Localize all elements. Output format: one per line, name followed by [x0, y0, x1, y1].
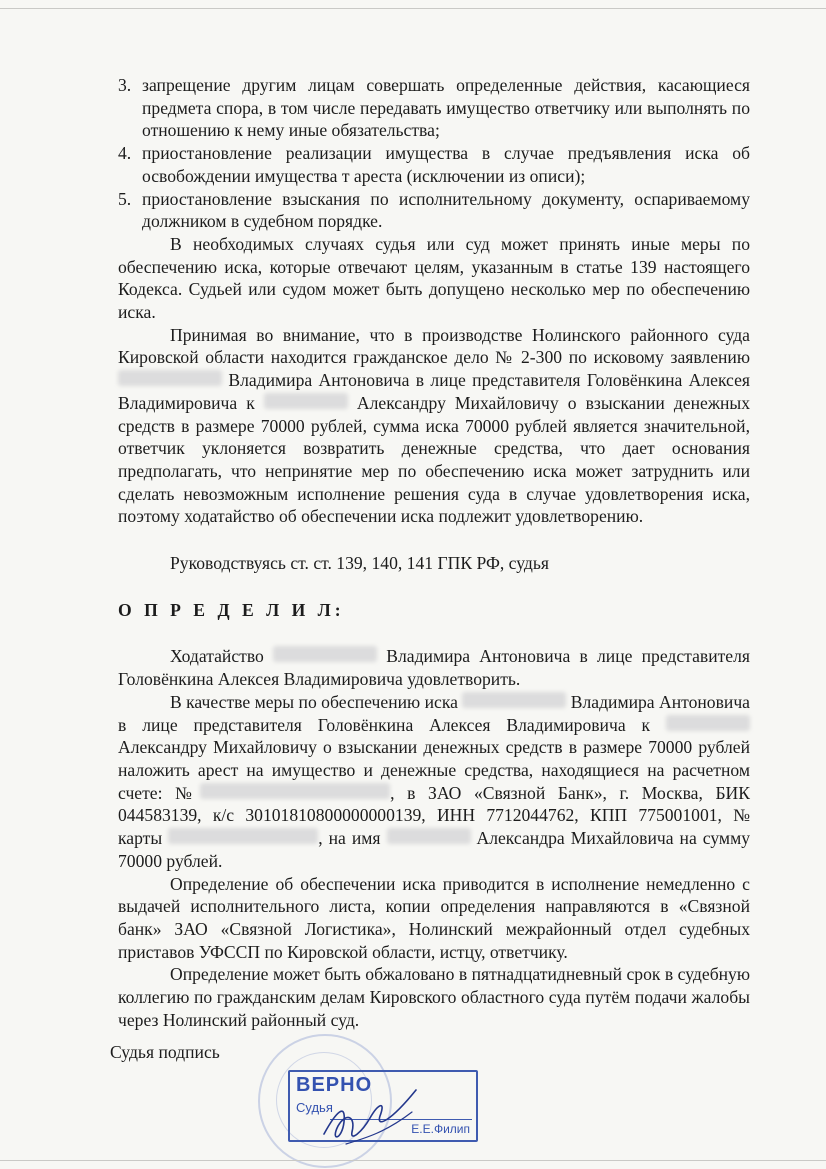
spacer — [118, 575, 750, 599]
scan-edge-bottom — [0, 1160, 826, 1161]
stamp-judge-name: Е.Е.Филип — [411, 1122, 470, 1136]
decision-title: О П Р Е Д Е Л И Л: — [118, 599, 345, 620]
paragraph-execution: Определение об обеспечении иска приводится в исполнение немедленно с выдачей исполнительного листа, копии определения направляются в «Связной банк» ЗАО «Связной Логистика», Нолинский межрайонный отдел судебных приставов УФССП по Кировской области, истцу, ответчику. — [118, 873, 750, 962]
paragraph-petition: Ходатайство Владимира Антоновича в лице представителя Головёнкина Алексея Владимировича удовлетворить. — [118, 646, 750, 690]
redacted-surname — [273, 646, 377, 662]
measures-list — [118, 74, 750, 233]
redacted-surname — [387, 828, 471, 844]
redacted-surname — [666, 715, 750, 731]
paragraph-other-measures: В необходимых случаях судья или суд может принять иные меры по обеспечению иска, которые отвечают целям, указанным в статье 139 настоящего Кодекса. Судьей или судом может быть допущено несколько мер по обеспечению иска. — [118, 233, 750, 323]
redacted-account-number — [200, 783, 390, 799]
scan-edge-top — [0, 8, 826, 9]
paragraph-measure: В качестве меры по обеспечению иска Владимира Антоновича в лице представителя Головёнкина Алексея Владимировича к Александру Михайловичу о взыскании денежных средств в размере 70000 рублей наложить арест на имущество и денежные средства, находящиеся на расчетном счете: № , в ЗАО «Связной Банк», г. Москва, БИК 044583139, к/с 30101810800000000139, ИНН 7712044762, КПП 775001001, № карты , на имя Александра Михайловича на сумму 70000 рублей. — [118, 691, 750, 871]
spacer — [118, 621, 750, 645]
list-item: 5. приостановление взыскания по исполнительному документу, оспариваемому должником в судебном порядке. — [118, 188, 750, 232]
redacted-surname — [118, 370, 222, 386]
list-item: 4. приостановление реализации имущества в случае предъявления иска об освобождении имущества т ареста (исключении из описи); — [118, 143, 750, 186]
stamp-judge-text: Судья — [296, 1100, 333, 1115]
paragraph-reasoning: Принимая во внимание, что в производстве Нолинского районного суда Кировской области находится гражданское дело № 2-300 по исковому заявлению Владимира Антоновича в лице представителя Головёнкина Алексея Владимировича к Александру Михайловичу о взыскании денежных средств в размере 70000 рублей, сумма иска 70000 рублей является значительной, ответчик уклоняется возвратить денежные средства, что дает основания предполагать, что непринятие мер по обеспечению иска может затруднить или сделать невозможным исполнение решения суда в случае удовлетворения иска, поэтому ходатайство об обеспечении иска подлежит удовлетворению. — [118, 324, 751, 527]
list-item: 3. запрещение другим лицам совершать определенные действия, касающиеся предмета спора, в том числе передавать имущество ответчику или выполнять по отношению к нему иные обязательства; — [118, 75, 750, 141]
stamp-verno-text: ВЕРНО — [296, 1074, 373, 1096]
spacer — [118, 528, 750, 552]
redacted-surname — [462, 692, 566, 708]
signature-label: Судья подпись — [110, 1042, 220, 1063]
handwritten-signature-icon — [316, 1082, 426, 1152]
paragraph-appeal: Определение может быть обжаловано в пятнадцатидневный срок в судебную коллегию по гражданским делам Кировского областного суда путём подачи жалобы через Нолинский районный суд. — [118, 964, 750, 1030]
redacted-card-number — [168, 828, 318, 844]
paragraph-guided-by: Руководствуясь ст. ст. 139, 140, 141 ГПК РФ, судья — [170, 553, 549, 574]
redacted-surname — [264, 393, 348, 409]
document-body — [110, 74, 751, 1091]
